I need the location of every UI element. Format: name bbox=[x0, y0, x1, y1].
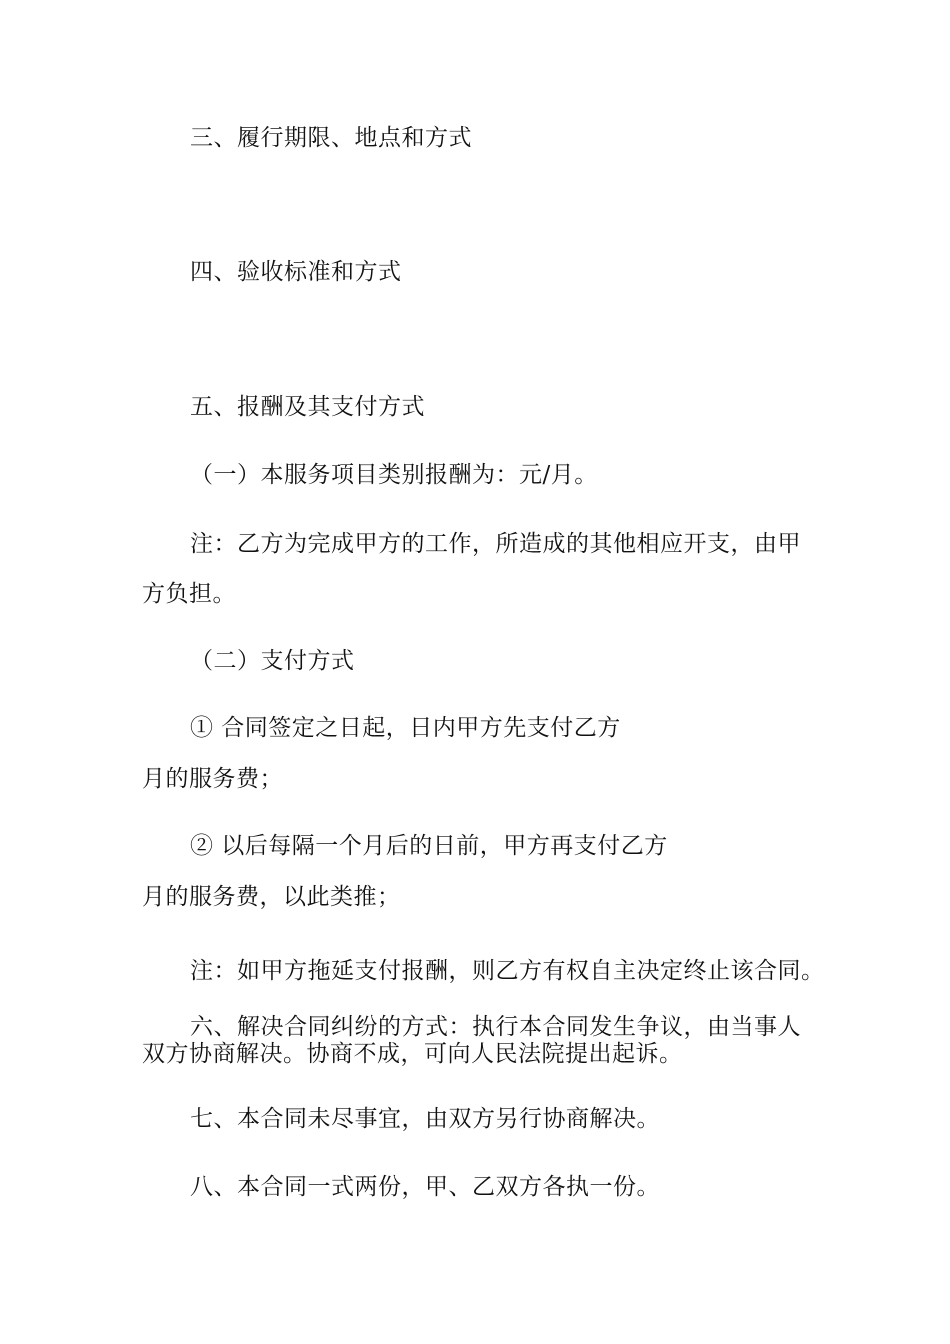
payment-term-2-continuation: 月的服务费，以此类推； bbox=[142, 884, 401, 910]
section-6-paragraph: 六、解决合同纠纷的方式：执行本合同发生争议，由当事人 bbox=[190, 1014, 801, 1040]
section-5-note-1-continuation: 方负担。 bbox=[142, 581, 236, 607]
payment-term-1: ① 合同签定之日起，日内甲方先支付乙方 bbox=[190, 715, 621, 741]
payment-term-2: ② 以后每隔一个月后的日前，甲方再支付乙方 bbox=[190, 833, 668, 859]
section-5-heading: 五、报酬及其支付方式 bbox=[190, 394, 425, 420]
section-6-continuation: 双方协商解决。协商不成，可向人民法院提出起诉。 bbox=[142, 1041, 683, 1067]
section-8-paragraph: 八、本合同一式两份，甲、乙双方各执一份。 bbox=[190, 1174, 660, 1200]
section-3-heading: 三、履行期限、地点和方式 bbox=[190, 125, 472, 151]
section-4-heading: 四、验收标准和方式 bbox=[190, 259, 402, 285]
section-5-note-1: 注：乙方为完成甲方的工作，所造成的其他相应开支，由甲 bbox=[190, 531, 801, 557]
section-7-paragraph: 七、本合同未尽事宜，由双方另行协商解决。 bbox=[190, 1106, 660, 1132]
section-5-item-1: （一）本服务项目类别报酬为：元/月。 bbox=[190, 462, 598, 488]
section-5-note-2: 注：如甲方拖延支付报酬，则乙方有权自主决定终止该合同。 bbox=[190, 958, 825, 984]
payment-term-1-continuation: 月的服务费； bbox=[142, 766, 283, 792]
section-5-item-2: （二）支付方式 bbox=[190, 648, 355, 674]
